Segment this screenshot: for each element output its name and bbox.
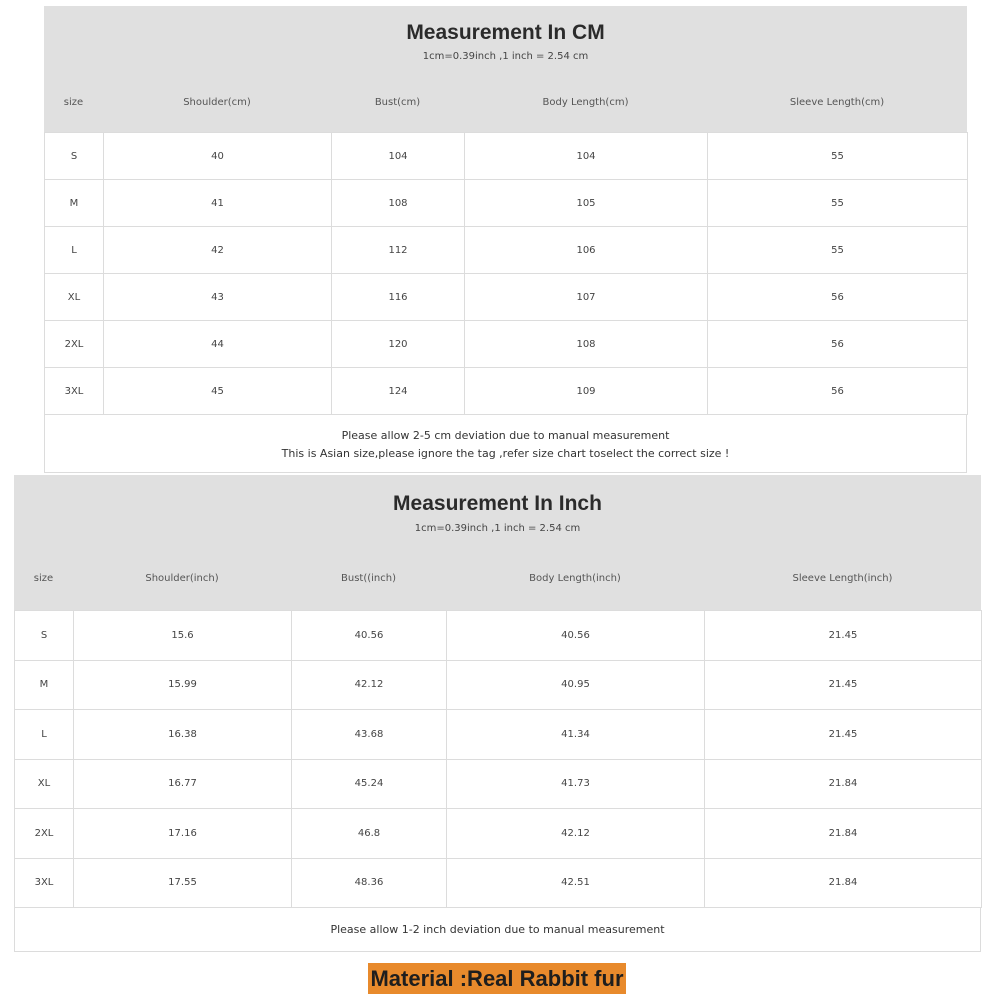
bust-cell: 108 xyxy=(332,180,465,227)
material-label: Material :Real Rabbit fur xyxy=(368,963,626,994)
table-row xyxy=(15,710,982,760)
table-row xyxy=(45,321,968,368)
bust-cell: 104 xyxy=(332,133,465,180)
cm-note-line-2: This is Asian size,please ignore the tag ,refer size chart toselect the correct size ! xyxy=(281,447,730,460)
sleeve-length-cell: 21.45 xyxy=(705,611,982,661)
shoulder-cell: 42 xyxy=(104,227,332,274)
body-length-cell: 42.51 xyxy=(447,858,705,908)
body-length-cell: 40.56 xyxy=(447,611,705,661)
shoulder-cell: 17.16 xyxy=(74,809,292,859)
sleeve-length-cell: 21.84 xyxy=(705,858,982,908)
inch-deviation-note: Please allow 1-2 inch deviation due to manual measurement xyxy=(14,908,981,952)
table-row xyxy=(45,274,968,321)
shoulder-cell: 15.6 xyxy=(74,611,292,661)
sleeve-length-cell: 55 xyxy=(708,180,968,227)
shoulder-cell: 16.77 xyxy=(74,759,292,809)
bust-cell: 48.36 xyxy=(292,858,447,908)
bust-cell: 45.24 xyxy=(292,759,447,809)
body-length-cell: 105 xyxy=(465,180,708,227)
size-cell: 2XL xyxy=(45,321,104,368)
body-length-cell: 42.12 xyxy=(447,809,705,859)
sleeve-length-cell: 55 xyxy=(708,133,968,180)
shoulder-cell: 40 xyxy=(104,133,332,180)
body-length-cell: 107 xyxy=(465,274,708,321)
table-row xyxy=(45,133,968,180)
sleeve-length-cell: 56 xyxy=(708,368,968,415)
column-header-bust: Bust(cm) xyxy=(374,97,421,108)
size-cell: 3XL xyxy=(15,858,74,908)
column-header-body-length: Body Length(inch) xyxy=(529,573,621,584)
bust-cell: 112 xyxy=(332,227,465,274)
sleeve-length-cell: 21.45 xyxy=(705,710,982,760)
cm-deviation-note xyxy=(44,415,967,473)
shoulder-cell: 43 xyxy=(104,274,332,321)
bust-cell: 42.12 xyxy=(292,660,447,710)
shoulder-cell: 44 xyxy=(104,321,332,368)
cm-column-headers xyxy=(44,97,967,108)
inch-table-subtitle: 1cm=0.39inch ,1 inch = 2.54 cm xyxy=(414,523,581,534)
shoulder-cell: 45 xyxy=(104,368,332,415)
bust-cell: 124 xyxy=(332,368,465,415)
table-row xyxy=(45,227,968,274)
sleeve-length-cell: 21.84 xyxy=(705,809,982,859)
bust-cell: 40.56 xyxy=(292,611,447,661)
cm-note-line-1: Please allow 2-5 cm deviation due to manual measurement xyxy=(341,429,670,442)
inch-table-body xyxy=(14,610,982,908)
body-length-cell: 40.95 xyxy=(447,660,705,710)
shoulder-cell: 41 xyxy=(104,180,332,227)
shoulder-cell: 16.38 xyxy=(74,710,292,760)
inch-table-header xyxy=(14,475,981,610)
body-length-cell: 108 xyxy=(465,321,708,368)
body-length-cell: 109 xyxy=(465,368,708,415)
body-length-cell: 104 xyxy=(465,133,708,180)
table-row xyxy=(15,611,982,661)
column-header-bust: Bust((inch) xyxy=(341,573,396,584)
cm-table-subtitle: 1cm=0.39inch ,1 inch = 2.54 cm xyxy=(422,51,589,62)
bust-cell: 116 xyxy=(332,274,465,321)
cm-table-body xyxy=(44,132,968,415)
sleeve-length-cell: 56 xyxy=(708,321,968,368)
sleeve-length-cell: 55 xyxy=(708,227,968,274)
column-header-shoulder: Shoulder(cm) xyxy=(183,97,251,108)
column-header-shoulder: Shoulder(inch) xyxy=(145,573,219,584)
bust-cell: 43.68 xyxy=(292,710,447,760)
sleeve-length-cell: 21.84 xyxy=(705,759,982,809)
table-row xyxy=(15,660,982,710)
table-row xyxy=(45,368,968,415)
column-header-size: size xyxy=(33,573,54,584)
cm-table-header xyxy=(44,6,967,132)
size-cell: M xyxy=(45,180,104,227)
cm-size-chart xyxy=(44,6,967,473)
body-length-cell: 41.73 xyxy=(447,759,705,809)
bust-cell: 120 xyxy=(332,321,465,368)
shoulder-cell: 17.55 xyxy=(74,858,292,908)
size-cell: XL xyxy=(15,759,74,809)
size-cell: XL xyxy=(45,274,104,321)
size-cell: M xyxy=(15,660,74,710)
body-length-cell: 106 xyxy=(465,227,708,274)
size-cell: L xyxy=(45,227,104,274)
size-cell: S xyxy=(45,133,104,180)
inch-column-headers xyxy=(14,573,981,584)
column-header-body-length: Body Length(cm) xyxy=(542,97,629,108)
size-cell: 2XL xyxy=(15,809,74,859)
table-row xyxy=(15,809,982,859)
column-header-sleeve-length: Sleeve Length(inch) xyxy=(792,573,893,584)
inch-size-chart xyxy=(14,475,981,952)
sleeve-length-cell: 21.45 xyxy=(705,660,982,710)
column-header-sleeve-length: Sleeve Length(cm) xyxy=(789,97,885,108)
size-cell: 3XL xyxy=(45,368,104,415)
cm-table-title: Measurement In CM xyxy=(406,21,605,44)
table-row xyxy=(45,180,968,227)
sleeve-length-cell: 56 xyxy=(708,274,968,321)
bust-cell: 46.8 xyxy=(292,809,447,859)
column-header-size: size xyxy=(63,97,84,108)
table-row xyxy=(15,759,982,809)
shoulder-cell: 15.99 xyxy=(74,660,292,710)
inch-table-title: Measurement In Inch xyxy=(393,492,602,515)
size-cell: L xyxy=(15,710,74,760)
table-row xyxy=(15,858,982,908)
body-length-cell: 41.34 xyxy=(447,710,705,760)
size-cell: S xyxy=(15,611,74,661)
